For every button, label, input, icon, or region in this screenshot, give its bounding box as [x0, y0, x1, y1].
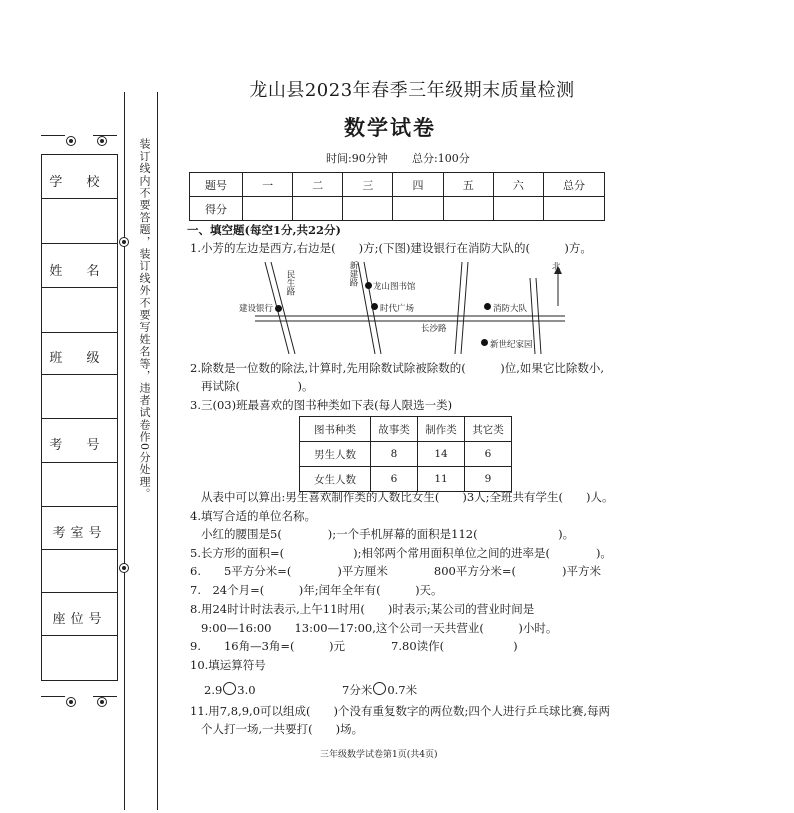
book-table-cell: 6 [465, 442, 512, 467]
score-header-cell: 五 [443, 173, 493, 197]
class-label: 班 级 [49, 351, 110, 366]
book-table-cell: 男生人数 [300, 442, 371, 467]
ornament-circle-icon [66, 136, 76, 146]
score-header-cell: 题号 [190, 173, 243, 197]
exam-title: 龙山县2023年春季三年级期末质量检测 [249, 80, 575, 101]
binding-line-outer [157, 92, 158, 810]
book-table-cell: 14 [418, 442, 465, 467]
score-header-cell: 四 [393, 173, 443, 197]
subject-title: 数学试卷 [344, 115, 436, 140]
fire-station-label: 消防大队 [493, 304, 528, 314]
fire-station-marker-icon [484, 303, 491, 310]
question-10: 10.填运算符号 [190, 658, 266, 672]
score-cell [293, 197, 343, 221]
book-table-header: 制作类 [418, 417, 465, 442]
name-label: 姓 名 [49, 264, 110, 279]
question-2-line-1: 2.除数是一位数的除法,计算时,先用除数试除被除数的( )位,如果它比除数小, [190, 361, 605, 375]
score-cell [343, 197, 393, 221]
question-7: 7. 24个月=( )年;闰年全年有( )天。 [190, 583, 443, 597]
book-table-cell: 8 [371, 442, 418, 467]
ornament-circle-icon [97, 136, 107, 146]
exam-time: 时间:90分钟 [326, 152, 388, 165]
top-ornament [41, 129, 117, 141]
compare-b-left: 7分米 [342, 683, 373, 697]
book-table-header: 故事类 [371, 417, 418, 442]
score-header-cell: 一 [243, 173, 293, 197]
bank-label: 建设银行 [239, 304, 274, 314]
question-10-item-b [342, 682, 417, 697]
ornament-circle-icon [97, 697, 107, 707]
question-1: 1.小芳的左边是西方,右边是( )方;(下图)建设银行在消防大队的( )方。 [190, 241, 592, 255]
question-10-item-a [204, 682, 256, 697]
score-cell [393, 197, 443, 221]
ornament-circle-icon [66, 697, 76, 707]
score-header-cell: 二 [293, 173, 343, 197]
plaza-marker-icon [371, 303, 378, 310]
exam-number-label: 考 号 [49, 438, 110, 453]
seat-number-label: 座位号 [52, 612, 107, 627]
book-table-cell: 9 [465, 467, 512, 492]
score-header-cell: 六 [493, 173, 543, 197]
question-4-line-2: 小红的腰围是5( );一个手机屏幕的面积是112( )。 [201, 527, 575, 541]
east-road-line [455, 262, 462, 354]
page-footer: 三年级数学试卷第1页(共4页) [320, 750, 438, 760]
question-2-line-2: 再试除( )。 [201, 379, 314, 393]
library-marker-icon [365, 282, 372, 289]
library-label: 龙山图书馆 [373, 282, 416, 292]
compare-a-right: 3.0 [237, 683, 256, 697]
score-header-cell: 三 [343, 173, 393, 197]
section1-title: 一、填空题(每空1分,共22分) [187, 223, 341, 237]
book-table-cell: 6 [371, 467, 418, 492]
changsha-road-label: 长沙路 [421, 324, 447, 334]
score-cell [544, 197, 605, 221]
question-5: 5.长方形的面积=( );相邻两个常用面积单位之间的进率是( )。 [190, 546, 612, 560]
exam-room-label: 考室号 [52, 526, 107, 541]
exam-total-score: 总分:100分 [412, 152, 470, 165]
answer-circle-icon[interactable] [223, 682, 236, 695]
question-4: 4.填写合适的单位名称。 [190, 509, 316, 523]
score-header-cell: 总分 [544, 173, 605, 197]
book-table-header: 图书种类 [300, 417, 371, 442]
book-table-header: 其它类 [465, 417, 512, 442]
student-info-box [41, 154, 118, 681]
new-century-marker-icon [481, 339, 488, 346]
answer-circle-icon[interactable] [373, 682, 386, 695]
compare-a-left: 2.9 [204, 683, 223, 697]
bottom-ornament [41, 690, 117, 702]
question-8-line-2: 9:00—16:00 13:00—17:00,这个公司一天共营业( )小时。 [201, 621, 558, 635]
binding-hole-icon [119, 237, 129, 247]
school-label: 学 校 [49, 175, 110, 190]
new-century-label: 新世纪家园 [490, 340, 533, 350]
score-cell [443, 197, 493, 221]
question-8-line-1: 8.用24时计时法表示,上午11时用( )时表示;某公司的营业时间是 [190, 602, 535, 616]
score-cell [493, 197, 543, 221]
question-3: 3.三(03)班最喜欢的图书种类如下表(每人限选一类) [190, 398, 453, 412]
book-table-cell: 11 [418, 467, 465, 492]
question-9: 9. 16角—3角=( )元 7.80读作( ) [190, 639, 518, 653]
question-11-line-1: 11.用7,8,9,0可以组成( )个没有重复数字的两位数;四个人进行乒乓球比赛,每两 [190, 704, 611, 718]
book-table-cell: 女生人数 [300, 467, 371, 492]
score-table [189, 172, 605, 221]
minsheng-road-label: 民生路 [285, 270, 295, 296]
binding-hole-icon [119, 563, 129, 573]
plaza-label: 时代广场 [380, 304, 415, 314]
street-map [225, 258, 595, 358]
compare-b-right: 0.7米 [387, 683, 418, 697]
score-cell [243, 197, 293, 221]
north-label: 北 [552, 262, 561, 272]
xinjian-road-label: 新建路 [348, 261, 358, 287]
question-11-line-2: 个人打一场,一共要打( )场。 [201, 722, 364, 736]
east-road-line [461, 262, 468, 354]
bank-marker-icon [275, 305, 282, 312]
question-6: 6. 5平方分米=( )平方厘米 800平方分米=( )平方米 [190, 564, 601, 578]
question-3-line-2: 从表中可以算出:男生喜欢制作类的人数比女生( )3人;全班共有学生( )人。 [201, 490, 614, 504]
book-preference-table [299, 416, 512, 492]
binding-notice: 装订线内不要答题，装订线外不要写姓名等，违者试卷作0分处理。 [138, 138, 151, 500]
score-row-label: 得分 [190, 197, 243, 221]
binding-line [124, 92, 125, 810]
